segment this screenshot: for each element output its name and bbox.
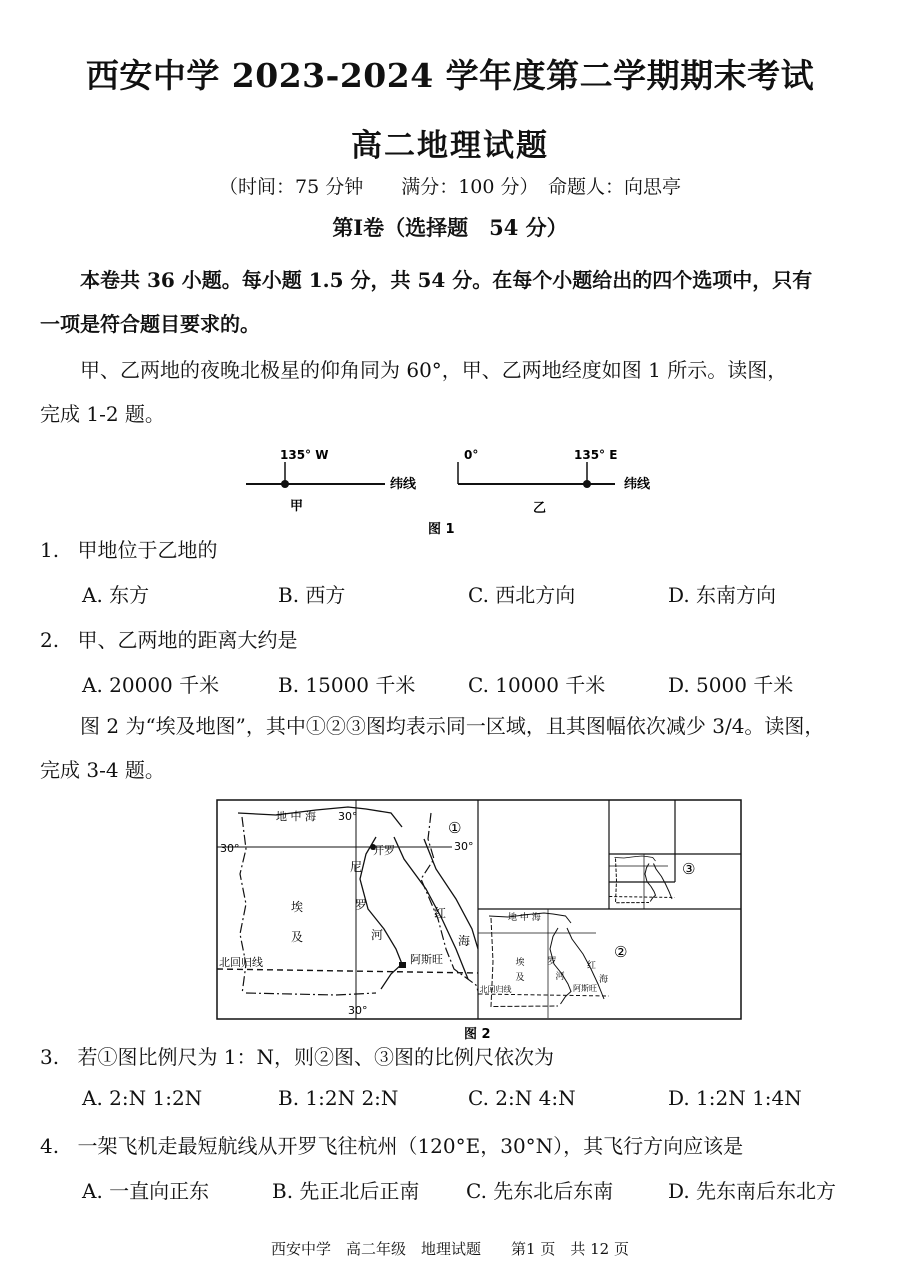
intro-2 [40, 704, 880, 792]
map-2-label-tropic: 北回归线 [479, 985, 512, 994]
map-1 [217, 800, 478, 1019]
q3-option-b: B. 1:2N 2:N [278, 1086, 399, 1110]
label-135w: 135° W [280, 448, 329, 462]
q2-option-b: B. 15000 千米 [278, 673, 416, 697]
map-3-coastline [615, 856, 656, 861]
label-aswan: 阿斯旺 [410, 953, 443, 966]
map-1-coastline [238, 807, 402, 827]
question-3-text: 若①图比例尺为 1：N，则②图、③图的比例尺依次为 [77, 1045, 555, 1069]
q2-option-c: C. 10000 千米 [468, 673, 606, 697]
intro-1-line2: 完成 1-2 题。 [40, 402, 165, 426]
label-jia: 甲 [290, 499, 304, 514]
q3-option-a: A. 2:N 1:2N [82, 1086, 203, 1110]
intro-1-line1: 甲、乙两地的夜晚北极星的仰角同为 60°，甲、乙两地经度如图 1 所示。读图， [80, 358, 788, 382]
map-2-label-ai: 埃 [515, 958, 525, 968]
marker-3: ③ [682, 860, 696, 878]
figure-2 [216, 799, 742, 1044]
q4-option-d: D. 先东南后东北方 [668, 1179, 837, 1203]
q1-option-c: C. 西北方向 [468, 583, 576, 607]
q1-option-a: A. 东方 [82, 583, 150, 607]
exam-meta: （时间：75 分钟 满分：100 分） 命题人：向思亭 [218, 176, 682, 198]
map-2-label-hai: 海 [599, 975, 609, 985]
map-1-nile [360, 837, 402, 989]
question-2-number: 2. [40, 628, 60, 652]
label-hai: 海 [458, 934, 471, 948]
aswan-dam [399, 962, 406, 968]
question-4-number: 4. [40, 1134, 60, 1158]
question-1-text: 甲地位于乙地的 [77, 538, 218, 562]
intro-2-line1: 图 2 为“埃及地图”，其中①②③图均表示同一区域，且其图幅依次减少 3/4。读图， [80, 714, 825, 738]
q2-option-a: A. 20000 千米 [82, 673, 220, 697]
map-2-label-ji: 及 [515, 973, 525, 983]
question-1-number: 1. [40, 538, 60, 562]
instructions-line2: 一项是符合题目要求的。 [40, 312, 260, 336]
instructions [40, 258, 880, 346]
label-lat30-right: 30° [454, 840, 474, 853]
label-lat30-left: 30° [220, 842, 240, 855]
label-he: 河 [371, 928, 384, 942]
label-yi: 乙 [533, 501, 547, 516]
map-2-label-hong: 红 [587, 961, 597, 971]
label-luo: 罗 [355, 898, 368, 912]
q1-option-b: B. 西方 [278, 583, 346, 607]
instructions-line1: 本卷共 36 小题。每小题 1.5 分，共 54 分。在每个小题给出的四个选项中，只有 [80, 268, 813, 292]
q4-option-b: B. 先正北后正南 [272, 1179, 420, 1203]
label-135e: 135° E [574, 448, 618, 462]
label-lat30-top: 30° [338, 810, 358, 823]
map-1-tropic-line [217, 969, 478, 973]
map-2-tropic-line [479, 994, 610, 996]
q4-option-c: C. 先东北后东南 [466, 1179, 614, 1203]
label-ni: 尼 [350, 860, 363, 874]
question-3 [40, 1041, 554, 1070]
map-3-red-sea [654, 864, 673, 900]
figure-1-caption: 图 1 [428, 522, 455, 537]
label-cairo: 开罗 [373, 844, 395, 857]
q1-option-d: D. 东南方向 [668, 583, 777, 607]
figure-1 [240, 440, 670, 545]
map-1-red-sea-east-coast [424, 839, 478, 949]
question-4-text: 一架飞机走最短航线从开罗飞往杭州（120°E，30°N），其飞行方向应该是 [77, 1134, 744, 1158]
question-2 [40, 624, 297, 653]
label-0: 0° [464, 448, 479, 462]
exam-title: 西安中学 2023-2024 学年度第二学期期末考试 [85, 56, 815, 95]
map-2-label-he: 河 [555, 972, 565, 982]
map-2-label-aswan: 阿斯旺 [573, 984, 597, 993]
question-4 [40, 1130, 743, 1159]
section-heading: 第Ⅰ卷（选择题 54 分） [332, 215, 568, 240]
map-2 [479, 910, 610, 1019]
q4-option-a: A. 一直向正东 [82, 1179, 210, 1203]
question-3-number: 3. [40, 1045, 60, 1069]
point-jia [281, 480, 289, 488]
label-lon30-bottom: 30° [348, 1004, 368, 1017]
label-latitude-2: 纬线 [624, 477, 651, 492]
page-footer: 西安中学 高二年级 地理试题 第1 页 共 12 页 [271, 1240, 629, 1258]
question-1 [40, 534, 217, 563]
question-2-text: 甲、乙两地的距离大约是 [77, 628, 298, 652]
q2-option-d: D. 5000 千米 [668, 673, 794, 697]
map-3 [609, 854, 674, 908]
q3-option-c: C. 2:N 4:N [468, 1086, 576, 1110]
map-2-label-sea: 地 中 海 [508, 913, 541, 923]
label-latitude-1: 纬线 [390, 477, 417, 492]
label-hong: 红 [434, 906, 447, 920]
label-tropic: 北回归线 [219, 956, 263, 969]
map-2-label-luo: 罗 [547, 957, 557, 967]
intro-2-line2: 完成 3-4 题。 [40, 758, 165, 782]
figure-2-caption: 图 2 [464, 1027, 491, 1042]
marker-2: ② [614, 943, 628, 961]
point-yi [583, 480, 591, 488]
exam-subtitle: 高二地理试题 [351, 128, 549, 164]
label-ji: 及 [291, 930, 304, 944]
q3-option-d: D. 1:2N 1:4N [668, 1086, 802, 1110]
marker-1: ① [448, 819, 462, 837]
intro-1 [40, 348, 880, 436]
label-mediterranean: 地 中 海 [276, 810, 316, 823]
label-ai: 埃 [291, 900, 304, 914]
map-3-tropic-line [609, 897, 674, 898]
